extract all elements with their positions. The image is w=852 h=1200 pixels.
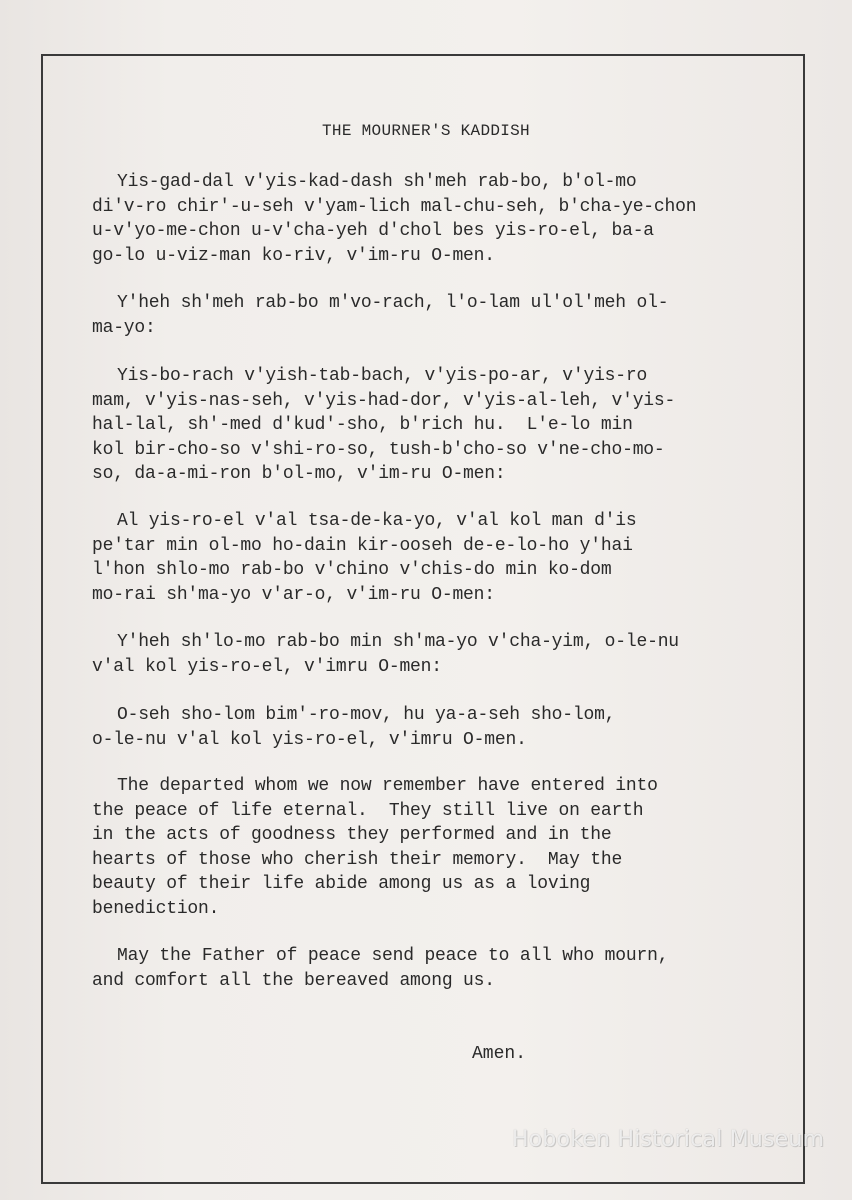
text-line: pe'tar min ol-mo ho-dain kir-ooseh de-e-lo-ho y'hai <box>92 535 633 556</box>
paragraph-2 <box>92 291 669 340</box>
paragraph-7 <box>92 774 658 922</box>
paragraph-3 <box>92 364 676 487</box>
text-line: mam, v'yis-nas-seh, v'yis-had-dor, v'yis-al-leh, v'yis- <box>92 390 676 411</box>
text-line: O-seh sho-lom bim'-ro-mov, hu ya-a-seh sho-lom, <box>117 705 616 725</box>
text-line: hal-lal, sh'-med d'kud'-sho, b'rich hu. L'e-lo min <box>92 415 633 436</box>
text-line: The departed whom we now remember have entered into <box>117 776 658 796</box>
text-line: kol bir-cho-so v'shi-ro-so, tush-b'cho-so v'ne-cho-mo- <box>92 439 665 460</box>
text-line: ma-yo: <box>92 317 156 338</box>
text-line: hearts of those who cherish their memory. May the <box>92 849 623 870</box>
paragraph-4 <box>92 509 637 607</box>
text-line: so, da-a-mi-ron b'ol-mo, v'im-ru O-men: <box>92 464 506 485</box>
text-line: mo-rai sh'ma-yo v'ar-o, v'im-ru O-men: <box>92 584 495 605</box>
text-line: benediction. <box>92 898 220 919</box>
text-line: Yis-gad-dal v'yis-kad-dash sh'meh rab-bo, b'ol-mo <box>117 172 637 192</box>
text-line: Yis-bo-rach v'yish-tab-bach, v'yis-po-ar, v'yis-ro <box>117 366 648 386</box>
text-line: Al yis-ro-el v'al tsa-de-ka-yo, v'al kol man d'is <box>117 511 637 531</box>
closing-amen: Amen. <box>472 1044 527 1064</box>
text-line: the peace of life eternal. They still live on earth <box>92 800 644 821</box>
text-line: and comfort all the bereaved among us. <box>92 970 495 991</box>
document-title: THE MOURNER'S KADDISH <box>322 122 530 140</box>
text-line: l'hon shlo-mo rab-bo v'chino v'chis-do min ko-dom <box>92 560 612 581</box>
paragraph-6 <box>92 703 616 752</box>
text-line: go-lo u-viz-man ko-riv, v'im-ru O-men. <box>92 245 495 266</box>
paragraph-1 <box>92 170 697 268</box>
text-line: u-v'yo-me-chon u-v'cha-yeh d'chol bes yis-ro-el, ba-a <box>92 221 654 242</box>
text-line: in the acts of goodness they performed and in the <box>92 825 612 846</box>
paragraph-5 <box>92 630 679 679</box>
text-line: o-le-nu v'al kol yis-ro-el, v'imru O-men. <box>92 729 527 750</box>
text-line: Y'heh sh'lo-mo rab-bo min sh'ma-yo v'cha-yim, o-le-nu <box>117 632 679 652</box>
museum-watermark: Hoboken Historical Museum <box>512 1127 825 1152</box>
text-line: di'v-ro chir'-u-seh v'yam-lich mal-chu-seh, b'cha-ye-chon <box>92 196 697 217</box>
text-line: v'al kol yis-ro-el, v'imru O-men: <box>92 656 442 677</box>
paragraph-8 <box>92 944 669 993</box>
text-line: May the Father of peace send peace to all who mourn, <box>117 946 669 966</box>
text-line: Y'heh sh'meh rab-bo m'vo-rach, l'o-lam ul'ol'meh ol- <box>117 293 669 313</box>
text-line: beauty of their life abide among us as a loving <box>92 874 591 895</box>
